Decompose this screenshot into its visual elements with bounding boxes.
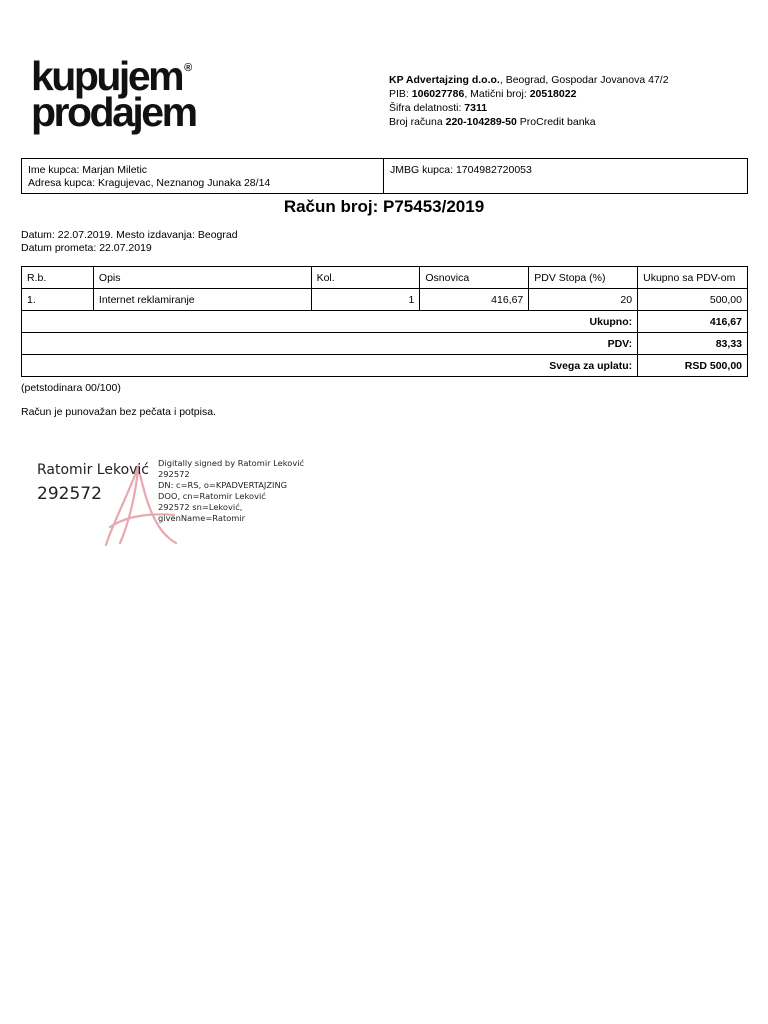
signature-detail-line: 292572 [158,469,190,479]
header-cell: Kol. [311,267,420,289]
invoice-title: Račun broj: P75453/2019 [283,197,485,216]
turnover-date: Datum prometa: 22.07.2019 [21,241,152,254]
cell-rb: 1. [22,289,94,311]
registered-mark: ® [184,62,193,74]
table-row [22,289,748,311]
total-row [22,311,748,333]
signature-detail-line: givenName=Ratomir [158,513,246,523]
customer-address: Adresa kupca: Kragujevac, Neznanog Junaka 28/14 [28,177,271,189]
pdv-row [22,333,748,355]
invoice-dates [21,229,238,254]
signer-name: Ratomir Leković [37,462,149,478]
header-cell: Opis [93,267,311,289]
header-cell: Osnovica [420,267,529,289]
account-label: Broj računa [389,116,446,128]
signature-detail-line: Digitally signed by Ratomir Leković [158,458,305,468]
signature-detail-line: DOO, cn=Ratomir Leković [158,491,266,501]
customer-box [21,158,748,194]
pdv-value: 83,33 [638,333,748,355]
sifra-value: 7311 [464,102,488,114]
mb-label: , Matični broj: [464,88,530,100]
cell-osnovica: 416,67 [420,289,529,311]
cell-pdv-stopa: 20 [529,289,638,311]
company-info [389,73,669,129]
cell-kol: 1 [311,289,420,311]
validity-note: Račun je punovažan bez pečata i potpisa. [21,406,216,418]
signer-number: 292572 [37,484,102,504]
logo-line-2: prodajem [31,89,196,136]
cell-ukupno: 500,00 [638,289,748,311]
cell-opis: Internet reklamiranje [93,289,311,311]
customer-name: Ime kupca: Marjan Miletic [28,164,148,176]
items-table [21,266,748,377]
company-pib-line [389,87,669,101]
signature-detail-line: 292572 sn=Leković, [158,502,243,512]
grand-total-label: Svega za uplatu: [22,355,638,377]
header-cell: R.b. [22,267,94,289]
header-cell: PDV Stopa (%) [529,267,638,289]
total-value: 416,67 [638,311,748,333]
grand-total-row [22,355,748,377]
customer-details [22,159,384,193]
company-sifra-line [389,101,669,115]
company-logo [31,53,221,136]
customer-jmbg [384,159,747,193]
pib-value: 106027786 [411,88,465,100]
company-name: KP Advertajzing d.o.o. [389,74,500,86]
bank-name: ProCredit banka [516,116,596,128]
pib-label: PIB: [389,88,412,100]
issue-date: Datum: 22.07.2019. Mesto izdavanja: Beograd [21,229,238,241]
total-label: Ukupno: [22,311,638,333]
signature-details [158,458,318,524]
pdv-label: PDV: [22,333,638,355]
company-account-line [389,115,669,129]
account-value: 220-104289-50 [445,116,517,128]
logo-line-1: kupujem [31,53,183,99]
customer-jmbg-text: JMBG kupca: 1704982720053 [390,164,532,176]
table-header-row [22,267,748,289]
company-address: , Beograd, Gospodar Jovanova 47/2 [499,74,669,86]
mb-value: 20518022 [529,88,577,100]
sifra-label: Šifra delatnosti: [389,102,465,114]
grand-total-value: RSD 500,00 [638,355,748,377]
header-cell: Ukupno sa PDV-om [638,267,748,289]
company-name-line [389,73,669,87]
signature-detail-line: DN: c=RS, o=KPADVERTAJZING [158,480,288,490]
amount-in-words: (petstodinara 00/100) [21,382,121,394]
